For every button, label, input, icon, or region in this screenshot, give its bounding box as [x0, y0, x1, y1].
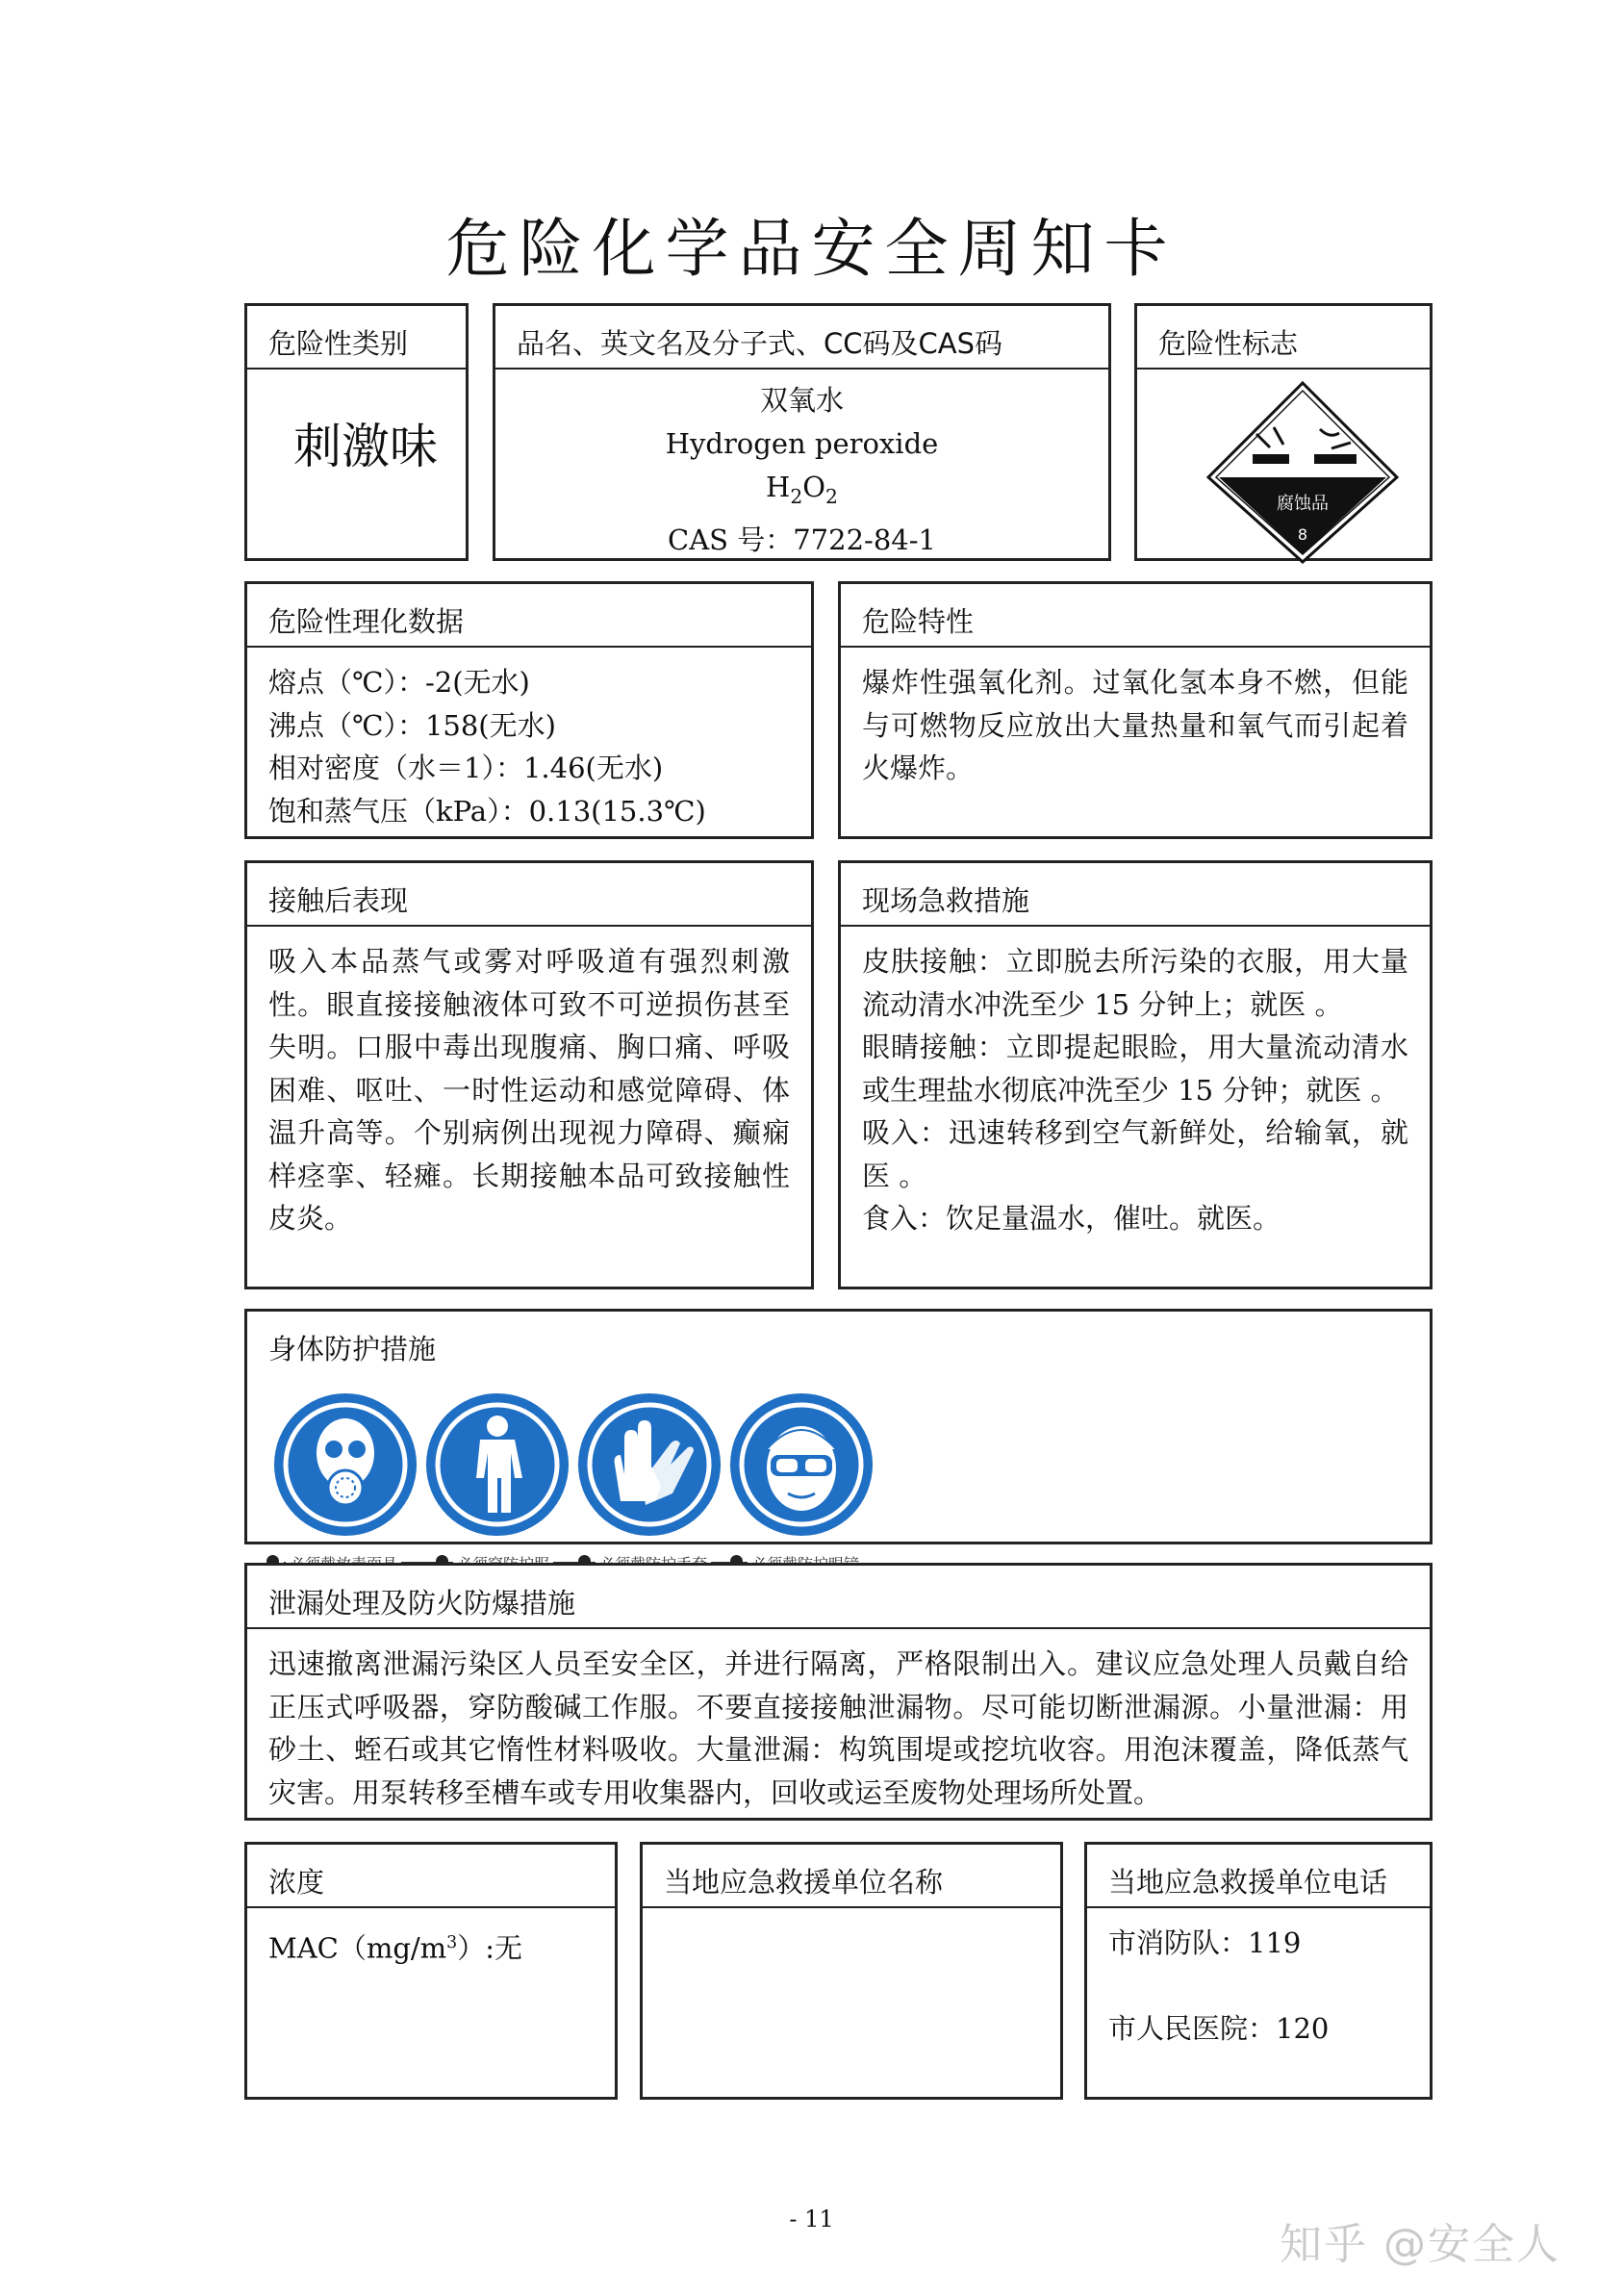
watermark: 知乎 @安全人 [1280, 2220, 1560, 2269]
spill-text: 迅速撤离泄漏污染区人员至安全区，并进行隔离，严格限制出入。建议应急处理人员戴自给正压式呼吸器，穿防酸碱工作服。不要直接接触泄漏物。尽可能切断泄漏源。小量泄漏：用砂土、蛭石或其它惰性材料吸收。大量泄漏：构筑围堤或挖坑收容。用泡沫覆盖，降低蒸气灾害。用泵转移至槽车或专用收集器内，回收或运至废物处理场所处置。 [268, 1647, 1408, 1809]
hospital-phone: 市人民医院：120 [1108, 2011, 1330, 2045]
mac-value: $MAC(mg/m^3)$:无 [268, 1931, 523, 1965]
hazard-props-header: 危险特性 [841, 584, 1430, 648]
protective-gloves-icon [578, 1393, 721, 1536]
spill-box [244, 1563, 1433, 1821]
rescue-phone-box [1084, 1842, 1433, 2100]
concentration-box [244, 1842, 618, 2100]
concentration-header: 浓度 [247, 1845, 615, 1908]
protective-suit-icon [426, 1393, 569, 1536]
chemical-cn-name: 双氧水 [759, 384, 844, 417]
exposure-text: 吸入本品蒸气或雾对呼吸道有强烈刺激性。眼直接接触液体可致不可逆损伤甚至失明。口服中毒出现腹痛、胸口痛、呼吸困难、呕吐、一时性运动和感觉障碍、体温升高等。个别病例出现视力障碍、癫痫样痉挛、轻瘫。长期接触本品可致接触性皮炎。 [268, 945, 790, 1235]
spill-header: 泄漏处理及防火防爆措施 [247, 1566, 1430, 1629]
chemical-formula: $H_2O_2$ [766, 471, 838, 508]
vapor-pressure: 饱和蒸气压（kPa）：0.13(15.3℃) [268, 794, 706, 828]
relative-density: 相对密度（水＝1）：1.46(无水) [268, 752, 664, 784]
page-number: - 11 [789, 2206, 834, 2232]
protection-header: 身体防护措施 [268, 1333, 437, 1365]
gas-mask-icon [274, 1393, 417, 1536]
hazard-class-value: 刺激味 [293, 419, 438, 474]
svg-text:8: 8 [1297, 525, 1308, 544]
first-aid-skin: 皮肤接触：立即脱去所污染的衣服，用大量流动清水冲洗至少 15 分钟上；就医 。 [862, 945, 1408, 1021]
hazard-class-box [244, 303, 469, 561]
physchem-box [244, 581, 814, 839]
physchem-header: 危险性理化数据 [247, 584, 811, 648]
first-aid-ingestion: 食入：饮足量温水，催吐。就医。 [862, 1202, 1281, 1235]
rescue-unit-header: 当地应急救援单位名称 [643, 1845, 1060, 1908]
rescue-phone-header: 当地应急救援单位电话 [1087, 1845, 1430, 1908]
hazard-sign-header: 危险性标志 [1137, 306, 1430, 370]
hazard-class-header: 危险性类别 [247, 306, 466, 370]
exposure-box [244, 860, 814, 1289]
melting-point: 熔点（℃）：-2(无水) [268, 666, 530, 699]
first-aid-header: 现场急救措施 [841, 863, 1430, 927]
first-aid-inhalation: 吸入：迅速转移到空气新鲜处，给输氧，就医 。 [862, 1116, 1408, 1192]
first-aid-box [838, 860, 1433, 1289]
cas-number: CAS 号：7722-84-1 [668, 523, 936, 556]
hazard-props-text: 爆炸性强氧化剂。过氧化氢本身不燃，但能与可燃物反应放出大量热量和氧气而引起着火爆炸。 [862, 666, 1408, 784]
identity-box [493, 303, 1111, 561]
protection-box [244, 1309, 1433, 1544]
identity-header: 品名、英文名及分子式、CC码及CAS码 [495, 306, 1108, 370]
svg-text:腐蚀品: 腐蚀品 [1277, 494, 1329, 514]
chemical-en-name: Hydrogen peroxide [665, 427, 939, 460]
first-aid-eye: 眼睛接触：立即提起眼睑，用大量流动清水或生理盐水彻底冲洗至少 15 分钟；就医 。 [862, 1031, 1408, 1107]
safety-goggles-icon [730, 1393, 873, 1536]
exposure-header: 接触后表现 [247, 863, 811, 927]
fire-brigade-phone: 市消防队：119 [1108, 1926, 1302, 1959]
hazard-props-box [838, 581, 1433, 839]
page-title: 危险化学品安全周知卡 [445, 212, 1178, 286]
corrosive-diamond-icon [1197, 381, 1408, 593]
rescue-unit-box [640, 1842, 1063, 2100]
hazard-sign-box [1134, 303, 1433, 561]
boiling-point: 沸点（℃）：158(无水) [268, 708, 556, 742]
